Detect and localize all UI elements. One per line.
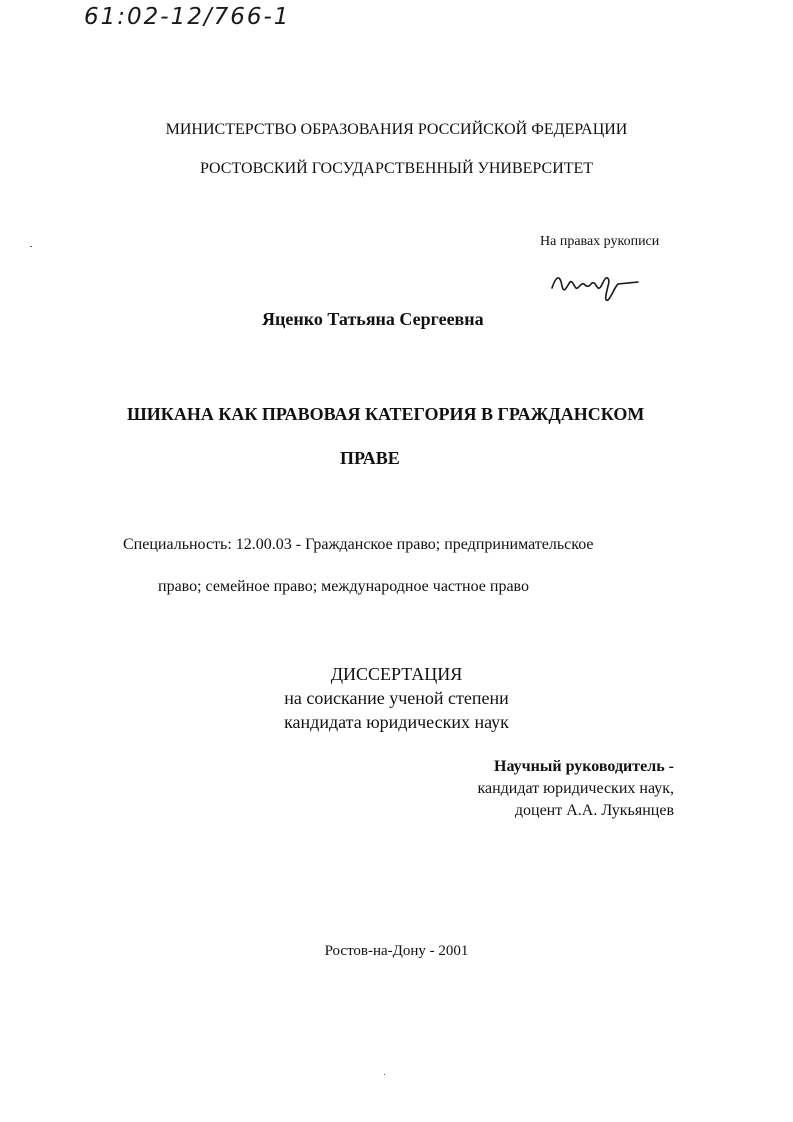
dissertation-title-line2: ПРАВЕ (340, 448, 400, 468)
scan-speck-bottom (384, 1074, 385, 1075)
supervisor-degree: кандидат юридических наук, (477, 780, 674, 797)
degree-sought-line1: на соискание ученой степени (284, 688, 509, 708)
place-year: Ростов-на-Дону - 2001 (324, 943, 469, 959)
supervisor-name: доцент А.А. Лукьянцев (514, 802, 674, 819)
archive-code: 61:02-12/766-1 (84, 4, 291, 30)
manuscript-rights: На правах рукописи (540, 234, 660, 249)
university-heading: РОСТОВСКИЙ ГОСУДАРСТВЕННЫЙ УНИВЕРСИТЕТ (199, 160, 594, 177)
ministry-heading: МИНИСТЕРСТВО ОБРАЗОВАНИЯ РОССИЙСКОЙ ФЕДЕРАЦИИ (165, 121, 628, 138)
scan-speck (30, 246, 32, 247)
supervisor-label: Научный руководитель - (494, 758, 674, 775)
author-name: Яценко Татьяна Сергеевна (262, 309, 484, 329)
specialty-line2: право; семейное право; международное частное право (158, 578, 529, 595)
author-signature (548, 266, 648, 306)
dissertation-title-line1: ШИКАНА КАК ПРАВОВАЯ КАТЕГОРИЯ В ГРАЖДАНСКОМ (127, 404, 645, 424)
specialty-line1: Специальность: 12.00.03 - Гражданское право; предпринимательское (123, 536, 594, 553)
degree-sought-line2: кандидата юридических наук (284, 712, 509, 732)
dissertation-label: ДИССЕРТАЦИЯ (330, 664, 463, 684)
